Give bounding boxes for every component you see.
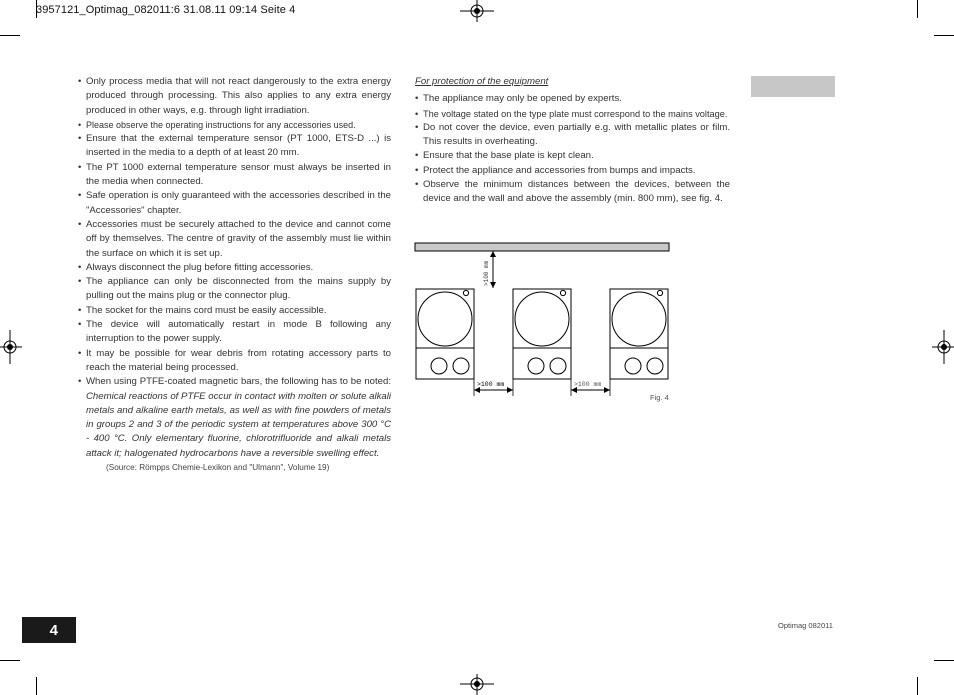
print-job-header: 3957121_Optimag_082011:6 31.08.11 09:14 Seite 4 (36, 4, 296, 16)
crop-mark (0, 660, 20, 661)
dimension-gap-1-label: >100 mm (477, 381, 505, 388)
list-item: • The appliance may only be opened by experts. (415, 92, 730, 106)
list-item: • Please observe the operating instructions for any accessories used. (78, 118, 391, 132)
ptfe-lead: When using PTFE-coated magnetic bars, the following has to be noted: (86, 376, 391, 388)
list-item: • The PT 1000 external temperature sensor must always be inserted in the media when connected. (78, 161, 391, 190)
page-number: 4 (22, 617, 76, 643)
crop-mark (934, 660, 954, 661)
crop-mark (0, 35, 20, 36)
crop-mark (934, 35, 954, 36)
list-item: • Ensure that the base plate is kept clean. (415, 149, 730, 163)
list-item: • The socket for the mains cord must be easily accessible. (78, 304, 391, 318)
list-item: • Do not cover the device, even partially e.g. with metallic plates or film. This results in overheating. (415, 121, 730, 150)
ptfe-warning: Chemical reactions of PTFE occur in contact with molten or solute alkali metals and alkaline earth metals, as well as with fine powders of metals in groups 2 and 3 of the periodic system at temperatures above 300 °C - 400 °C. Only elementary fluorine, chlorotrifluoride and alkali metals attack it; halogenated hydrocarbons have a reversible swelling effect. (86, 390, 391, 459)
registration-mark-right-icon (932, 330, 954, 364)
device-1-icon (416, 289, 474, 379)
list-item-ptfe (78, 375, 391, 461)
list-item: • The appliance can only be disconnected from the mains supply by pulling out the mains plug or the connector plug. (78, 275, 391, 304)
dimension-gap-2-label: >100 mm (574, 381, 602, 388)
list-item: • Only process media that will not react dangerously to the extra energy produced through processing. This also applies to any extra energy produced in other ways, e.g. through light irradiation. (78, 75, 391, 118)
device-2-icon (513, 289, 571, 379)
figure-caption: Fig. 4 (650, 393, 669, 402)
document-id: Optimag 082011 (778, 621, 833, 630)
list-item: • The voltage stated on the type plate must correspond to the mains voltage. (415, 107, 730, 121)
dimension-top-label: >100 mm (483, 260, 490, 286)
registration-mark-left-icon (0, 330, 22, 364)
registration-mark-top-icon (460, 0, 494, 22)
list-item: • Protect the appliance and accessories from bumps and impacts. (415, 164, 730, 178)
device-3-icon (610, 289, 668, 379)
left-column (78, 75, 391, 475)
list-item: • The device will automatically restart in mode B following any interruption to the power supply. (78, 318, 391, 347)
wall-plate (415, 243, 669, 251)
list-item: • Ensure that the external temperature sensor (PT 1000, ETS-D ...) is inserted in the media to a depth of at least 20 mm. (78, 132, 391, 161)
list-item: • Always disconnect the plug before fitting accessories. (78, 261, 391, 275)
crop-mark (917, 677, 918, 695)
section-heading: For protection of the equipment (415, 76, 549, 87)
right-column (415, 75, 730, 207)
list-item: • Safe operation is only guaranteed with the accessories described in the "Accessories" chapter. (78, 189, 391, 218)
device-spacing-figure (410, 240, 675, 405)
list-item: • Observe the minimum distances between the devices, between the device and the wall and above the assembly (min. 800 mm), see fig. 4. (415, 178, 730, 207)
list-item: • Accessories must be securely attached to the device and cannot come off by themselves. The centre of gravity of the assembly must lie within the surface on which it is set up. (78, 218, 391, 261)
list-item: • It may be possible for wear debris from rotating accessory parts to reach the material being processed. (78, 347, 391, 376)
source-note: (Source: Römpps Chemie-Lexikon and "Ulmann", Volume 19) (106, 463, 330, 473)
crop-mark (917, 0, 918, 18)
registration-mark-bottom-icon (460, 674, 494, 695)
crop-mark (36, 677, 37, 695)
section-tab (751, 76, 835, 97)
